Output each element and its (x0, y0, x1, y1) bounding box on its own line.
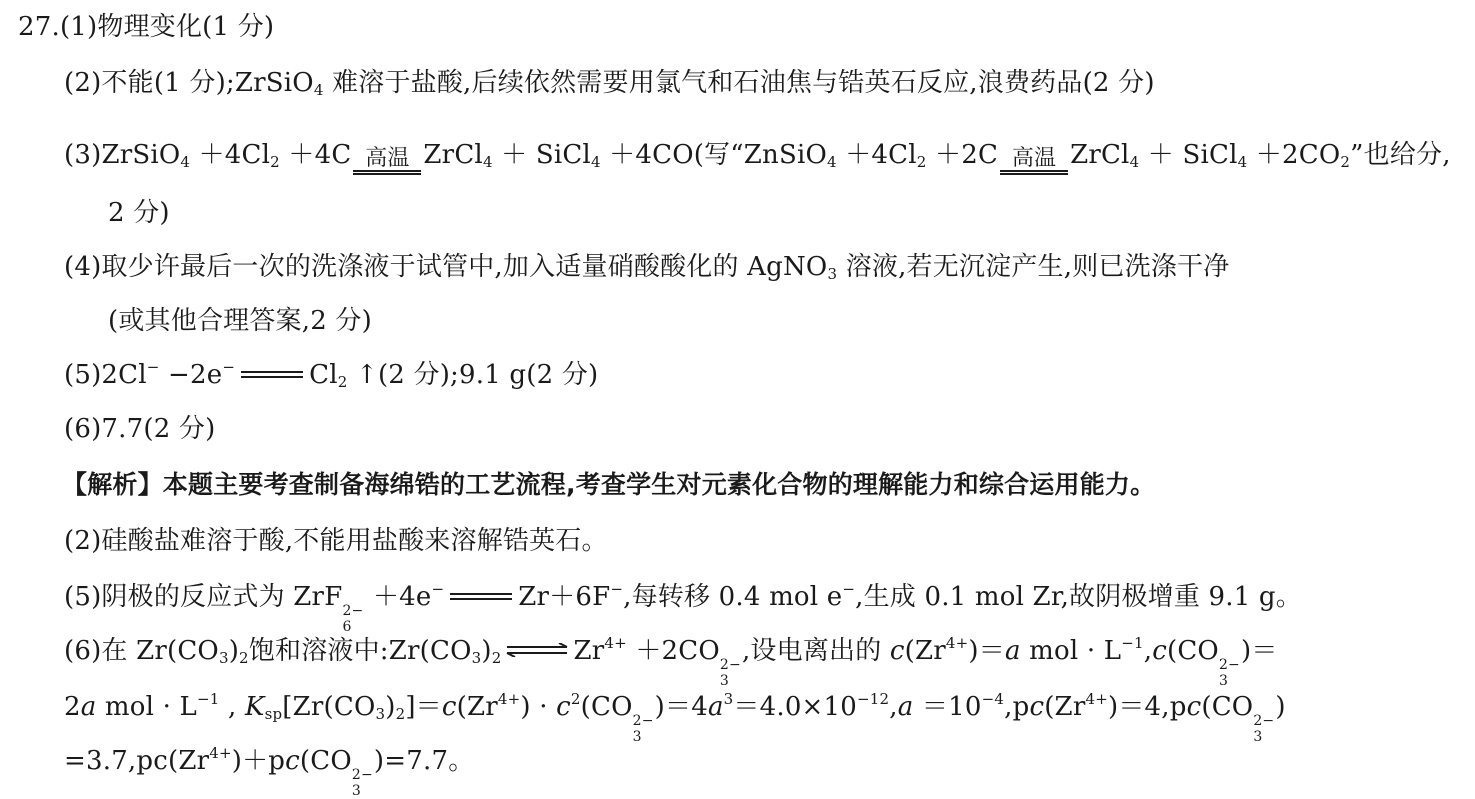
answer-4-cont (108, 304, 372, 338)
answer-5-post: (2 分);9.1 g(2 分) (377, 360, 599, 390)
answer-6-text: (6)7.7(2 分) (64, 414, 216, 444)
answer-4-text: (4)取少许最后一次的洗涤液于试管中,加入适量硝酸酸化的 AgNO (64, 252, 828, 282)
answer-2-line (64, 66, 1155, 100)
analysis-heading (62, 468, 1155, 502)
answer-3-line: (3)ZrSiO$_4$ $+4Cl_2 +4C$ 高温 ZrCl$_4$ ＋ SiCl$_4$ ＋4CO(写“ZnSiO$_4$ $+4Cl_2 +2C$ 高温 ZrCl$_4$ ＋ SiCl$_4$ $+2CO_2$”也给分, (64, 138, 1451, 175)
analysis-6-line-1: (6)在 $Zr(CO_3)_2$饱和溶液中$:Zr(CO_3)_2$ $Zr^{4+} +2CO$ 2− 3 ,设电离出的 $c(Zr^{4+})=a$ mol · $L^{-1},c(CO$ 2− 3 )＝ (64, 634, 1278, 689)
answer-3-label: (3) (64, 140, 102, 170)
answer-3-cont-text: 2 分) (108, 198, 170, 228)
equals-sign (241, 371, 303, 378)
analysis-6-line-2: 2a mol · $L^{-1}$ , $K_{sp}[Zr(CO_3)_2]=c(Zr^{4+}) \cdot c^2(CO$ 2− 3 )$=4a^3=4.0\times 10^{-12},a =10^{-4},pc(Zr^{4+})=4,pc(CO$ 2− 3 ) (64, 690, 1286, 745)
analysis-2-text: (2)硅酸盐难溶于酸,不能用盐酸来溶解锆英石。 (64, 526, 608, 556)
analysis-heading-text: 【解析】本题主要考查制备海绵锆的工艺流程,考查学生对元素化合物的理解能力和综合运用能力。 (62, 470, 1156, 499)
reaction-condition-2: 高温 (1000, 148, 1068, 175)
analysis-5-line: (5)阴极的反应式为 ZrF 2− 6 ＋4e− Zr＋6F−,每转移 0.4 mol e−,生成 0.1 mol Zr,故阴极增重 9.1 g。 (64, 580, 1302, 635)
analysis-2-line (64, 524, 608, 558)
analysis-5-tail: ,生成 0.1 mol Zr,故阴极增重 9.1 g。 (855, 582, 1302, 612)
answer-5-line: (5)2Cl− −2e− $Cl_2$ ↑(2 分);9.1 g(2 分) (64, 358, 599, 391)
analysis-6-mid: 饱和溶液中:Zr(CO (248, 636, 472, 666)
analysis-6-final: =7.7。 (384, 746, 475, 776)
analysis-5-pre: (5)阴极的反应式为 ZrF (64, 582, 343, 612)
answer-4-cont-text: (或其他合理答案,2 分) (108, 306, 372, 336)
equilibrium-arrow-icon (505, 643, 569, 657)
answer-4-line (64, 250, 1229, 284)
analysis-5-post: ,每转移 0.4 mol e (623, 582, 843, 612)
answer-4-post: 溶液,若无沉淀产生,则已洗涤干净 (837, 252, 1230, 282)
analysis-6-line-3: $=3.7,pc(Zr^{4+})+pc(CO$ 2− 3 )=7.7。 (64, 744, 475, 799)
equals-sign-2 (450, 593, 512, 600)
answer-6-line (64, 412, 215, 446)
analysis-6-line3-text: =3.7,pc(Zr (64, 746, 210, 776)
reaction-condition-1: 高温 (353, 148, 421, 175)
answer-2-formula: ZrSiO (234, 68, 314, 98)
answer-5-pre: (5)2Cl (64, 360, 147, 390)
answer-2-formula-sub: 4 (313, 81, 324, 99)
answer-4-sub: 3 (827, 265, 838, 283)
answer-1-text: (1)物理变化(1 分) (59, 12, 275, 42)
analysis-6-pre: (6)在 Zr(CO (64, 636, 219, 666)
answer-3-cont (108, 196, 170, 230)
question-number: 27. (18, 12, 60, 42)
answer-2-pre: (2)不能(1 分); (64, 68, 235, 98)
up-arrow-icon: ↑ (355, 360, 378, 390)
answer-2-post: 难溶于盐酸,后续依然需要用氯气和石油焦与锆英石反应,浪费药品(2 分) (323, 68, 1155, 98)
answer-1-line (18, 10, 274, 44)
